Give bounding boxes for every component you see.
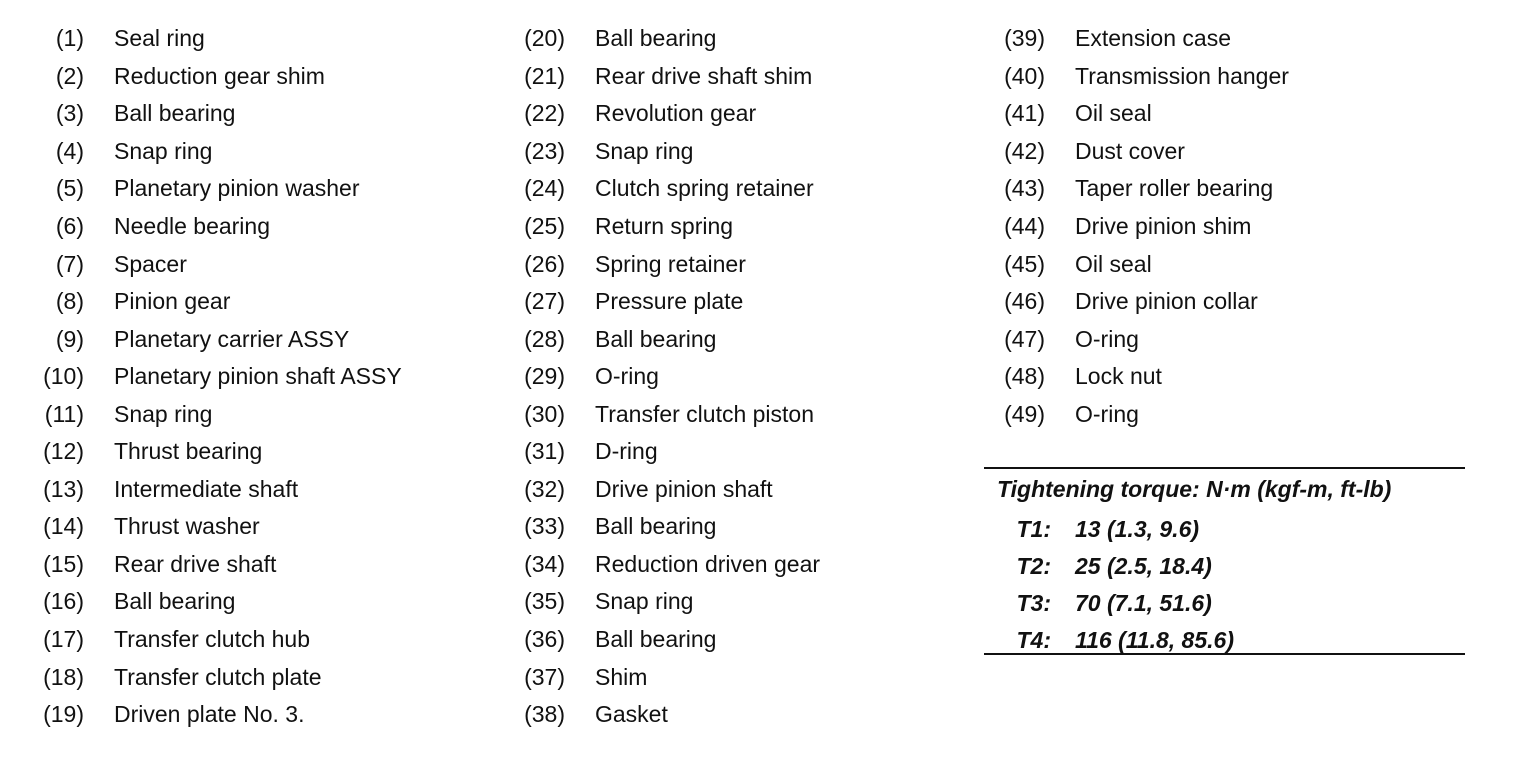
part-item-21 xyxy=(511,58,820,96)
part-item-6 xyxy=(30,208,402,246)
part-number: (49) xyxy=(1004,400,1045,427)
torque-row-t4 xyxy=(984,625,1234,655)
part-number: (8) xyxy=(55,288,84,315)
part-item-46 xyxy=(991,283,1289,321)
part-number: (46) xyxy=(1004,288,1045,315)
part-item-20 xyxy=(511,20,820,58)
part-number: (4) xyxy=(55,137,84,164)
torque-key: T3: xyxy=(1016,589,1051,616)
torque-key: T4: xyxy=(1016,626,1051,653)
part-item-43 xyxy=(991,170,1289,208)
part-number: (2) xyxy=(55,62,84,89)
part-name: Snap ring xyxy=(595,588,694,615)
part-name: Planetary pinion shaft ASSY xyxy=(114,363,402,390)
part-name: Ball bearing xyxy=(114,100,236,127)
part-item-38 xyxy=(511,696,820,734)
part-name: Drive pinion collar xyxy=(1075,288,1258,315)
part-number: (42) xyxy=(1004,137,1045,164)
part-number: (41) xyxy=(1004,100,1045,127)
part-number: (11) xyxy=(44,400,84,427)
part-number: (9) xyxy=(55,325,84,352)
part-name: Thrust bearing xyxy=(114,438,263,465)
part-item-14 xyxy=(30,508,402,546)
part-number: (12) xyxy=(43,438,84,465)
part-item-47 xyxy=(991,320,1289,358)
part-name: Thrust washer xyxy=(114,513,260,540)
part-item-15 xyxy=(30,546,402,584)
part-name: Extension case xyxy=(1075,25,1231,52)
part-number: (19) xyxy=(43,701,84,728)
part-name: Lock nut xyxy=(1075,363,1162,390)
part-name: O-ring xyxy=(1075,400,1139,427)
part-number: (21) xyxy=(524,62,565,89)
part-item-19 xyxy=(30,696,402,734)
tightening-torque-table xyxy=(984,467,1465,655)
part-item-29 xyxy=(511,358,820,396)
part-item-7 xyxy=(30,245,402,283)
part-name: Gasket xyxy=(595,701,668,728)
part-item-1 xyxy=(30,20,402,58)
parts-column-2 xyxy=(511,20,820,733)
part-number: (20) xyxy=(524,25,565,52)
torque-row-t1 xyxy=(984,514,1199,544)
part-number: (16) xyxy=(43,588,84,615)
part-item-37 xyxy=(511,658,820,696)
part-item-33 xyxy=(511,508,820,546)
part-name: Needle bearing xyxy=(114,213,271,239)
part-name: Taper roller bearing xyxy=(1075,175,1274,202)
part-name: Ball bearing xyxy=(595,25,717,52)
torque-value: 116 (11.8, 85.6) xyxy=(1075,626,1234,653)
torque-value: 13 (1.3, 9.6) xyxy=(1075,515,1200,542)
torque-key: T2: xyxy=(1016,552,1051,579)
part-name: Pressure plate xyxy=(595,288,744,315)
part-name: Transmission hanger xyxy=(1075,62,1289,89)
part-name: Dust cover xyxy=(1075,137,1185,164)
part-item-3 xyxy=(30,95,402,133)
part-item-8 xyxy=(30,283,402,321)
part-number: (48) xyxy=(1004,363,1045,390)
part-number: (24) xyxy=(524,175,565,202)
parts-column-1 xyxy=(30,20,402,733)
part-name: Ball bearing xyxy=(595,325,717,352)
part-name: Reduction gear shim xyxy=(114,62,325,89)
part-item-32 xyxy=(511,471,820,509)
part-name: Oil seal xyxy=(1075,100,1152,127)
part-number: (15) xyxy=(43,550,84,577)
part-item-30 xyxy=(511,395,820,433)
part-name: Drive pinion shim xyxy=(1075,213,1252,239)
part-name: Clutch spring retainer xyxy=(595,175,814,202)
part-item-13 xyxy=(30,471,402,509)
part-name: Spring retainer xyxy=(595,250,746,277)
part-name: Driven plate No. 3. xyxy=(114,701,305,728)
part-name: Transfer clutch plate xyxy=(114,663,322,690)
part-number: (30) xyxy=(524,400,565,427)
part-number: (3) xyxy=(55,100,84,127)
part-name: Pinion gear xyxy=(114,288,231,315)
part-number: (7) xyxy=(55,250,84,277)
part-number: (25) xyxy=(524,213,565,239)
part-item-42 xyxy=(991,133,1289,171)
part-number: (35) xyxy=(524,588,565,615)
part-name: Rear drive shaft shim xyxy=(595,62,813,89)
part-name: Return spring xyxy=(595,213,734,239)
part-item-36 xyxy=(511,621,820,659)
part-item-25 xyxy=(511,208,820,246)
part-name: Snap ring xyxy=(114,400,213,427)
part-number: (13) xyxy=(43,475,84,502)
part-item-40 xyxy=(991,58,1289,96)
part-number: (1) xyxy=(55,25,84,52)
part-number: (10) xyxy=(43,363,84,390)
part-item-39 xyxy=(991,20,1289,58)
part-item-17 xyxy=(30,621,402,659)
part-name: O-ring xyxy=(1075,325,1139,352)
part-number: (22) xyxy=(524,100,565,127)
part-item-10 xyxy=(30,358,402,396)
part-name: Transfer clutch piston xyxy=(595,400,815,427)
part-item-49 xyxy=(991,395,1289,433)
part-name: Snap ring xyxy=(595,137,694,164)
part-number: (17) xyxy=(43,626,84,653)
part-item-45 xyxy=(991,245,1289,283)
part-item-12 xyxy=(30,433,402,471)
torque-row-t3 xyxy=(984,588,1212,618)
part-number: (28) xyxy=(524,325,565,352)
part-item-48 xyxy=(991,358,1289,396)
part-item-41 xyxy=(991,95,1289,133)
part-number: (26) xyxy=(524,250,565,277)
part-name: Shim xyxy=(595,663,648,690)
torque-key: T1: xyxy=(1016,515,1051,542)
part-item-9 xyxy=(30,320,402,358)
part-number: (43) xyxy=(1004,175,1045,202)
part-name: Rear drive shaft xyxy=(114,550,277,577)
part-number: (37) xyxy=(524,663,565,690)
part-name: Drive pinion shaft xyxy=(595,475,773,502)
part-number: (33) xyxy=(524,513,565,540)
part-number: (14) xyxy=(43,513,84,540)
torque-value: 70 (7.1, 51.6) xyxy=(1075,589,1212,616)
part-number: (18) xyxy=(43,663,84,690)
part-item-26 xyxy=(511,245,820,283)
part-name: O-ring xyxy=(595,363,659,390)
part-item-44 xyxy=(991,208,1289,246)
part-number: (38) xyxy=(524,701,565,728)
torque-table-title: Tightening torque: N·m (kgf-m, ft-lb) xyxy=(997,476,1392,502)
part-item-18 xyxy=(30,658,402,696)
torque-value: 25 (2.5, 18.4) xyxy=(1075,552,1212,579)
part-name: Ball bearing xyxy=(595,626,717,653)
part-name: D-ring xyxy=(595,438,658,465)
part-number: (32) xyxy=(524,475,565,502)
part-name: Ball bearing xyxy=(114,588,236,615)
part-name: Seal ring xyxy=(114,25,205,52)
part-number: (36) xyxy=(524,626,565,653)
part-item-5 xyxy=(30,170,402,208)
part-number: (47) xyxy=(1004,325,1045,352)
part-number: (29) xyxy=(524,363,565,390)
part-number: (31) xyxy=(524,438,565,465)
part-number: (45) xyxy=(1004,250,1045,277)
part-name: Reduction driven gear xyxy=(595,550,821,577)
part-item-31 xyxy=(511,433,820,471)
part-item-16 xyxy=(30,583,402,621)
part-item-22 xyxy=(511,95,820,133)
part-number: (39) xyxy=(1004,25,1045,52)
part-name: Ball bearing xyxy=(595,513,717,540)
part-number: (27) xyxy=(524,288,565,315)
part-name: Oil seal xyxy=(1075,250,1152,277)
part-number: (44) xyxy=(1004,213,1045,239)
part-item-34 xyxy=(511,546,820,584)
part-name: Transfer clutch hub xyxy=(114,626,311,653)
part-item-23 xyxy=(511,133,820,171)
part-number: (23) xyxy=(524,137,565,164)
part-item-28 xyxy=(511,320,820,358)
parts-column-3 xyxy=(991,20,1289,433)
part-name: Planetary pinion washer xyxy=(114,175,360,202)
part-number: (5) xyxy=(55,175,84,202)
part-item-24 xyxy=(511,170,820,208)
part-number: (6) xyxy=(55,213,84,239)
part-item-2 xyxy=(30,58,402,96)
part-name: Revolution gear xyxy=(595,100,757,127)
part-name: Snap ring xyxy=(114,137,213,164)
part-number: (40) xyxy=(1004,62,1045,89)
part-name: Planetary carrier ASSY xyxy=(114,325,350,352)
part-item-4 xyxy=(30,133,402,171)
part-item-11 xyxy=(30,395,402,433)
part-item-27 xyxy=(511,283,820,321)
part-number: (34) xyxy=(524,550,565,577)
part-item-35 xyxy=(511,583,820,621)
torque-row-t2 xyxy=(984,551,1212,581)
part-name: Intermediate shaft xyxy=(114,475,299,502)
part-name: Spacer xyxy=(114,250,187,277)
